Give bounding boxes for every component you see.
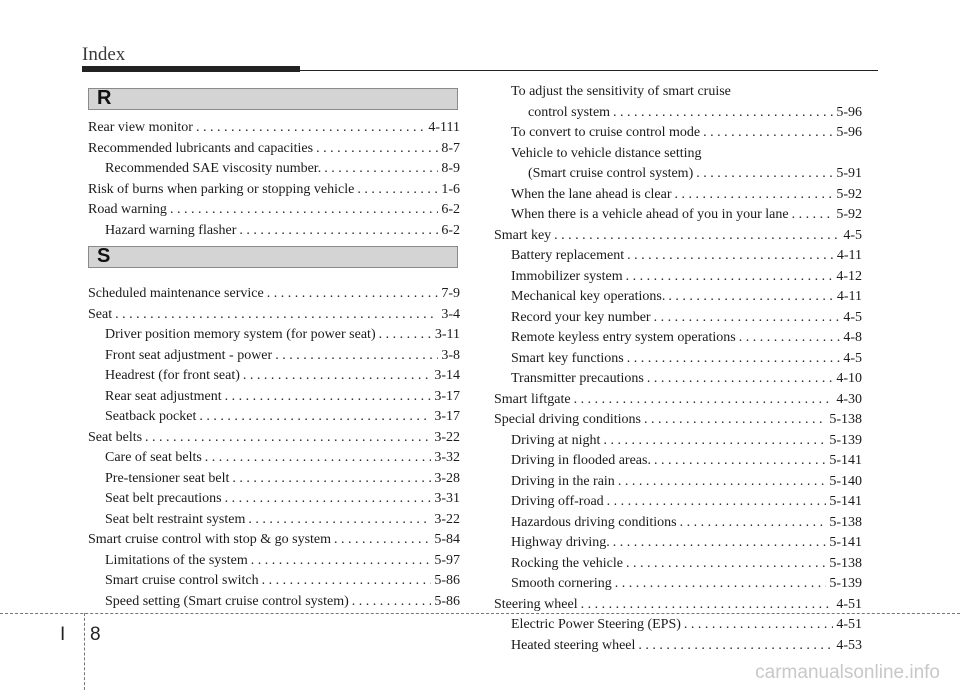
index-entry-page: 8-9	[441, 161, 460, 176]
dot-leader	[615, 574, 827, 595]
index-list-r	[88, 118, 460, 241]
index-entry-label: Electric Power Steering (EPS)	[511, 617, 681, 632]
index-entry	[88, 284, 460, 305]
section-header-r	[88, 88, 458, 110]
index-entry-page: 5-91	[836, 166, 862, 181]
index-entry-page: 4-11	[836, 248, 862, 263]
index-entry-page: 5-96	[836, 104, 862, 120]
index-entry-label: Speed setting (Smart cruise control system)	[105, 593, 349, 609]
index-entry-label: Headrest (for front seat)	[105, 368, 240, 383]
index-entry-label: Road warning	[88, 202, 167, 217]
index-entry	[88, 571, 460, 592]
dot-leader	[115, 305, 438, 326]
index-entry-label: Recommended lubricants and capacities	[88, 140, 314, 156]
index-entry-label: To adjust the sensitivity of smart cruise	[511, 84, 731, 99]
index-entry	[494, 369, 862, 390]
index-entry-page: 5-138	[829, 555, 862, 571]
dot-leader	[232, 469, 431, 490]
index-entry-label: Special driving conditions	[494, 412, 641, 427]
index-entry-page: 7-9	[441, 286, 460, 301]
index-entry-label: Smart key	[494, 227, 552, 243]
watermark: carmanualsonline.info	[755, 662, 940, 683]
index-entry-label: Seat	[88, 306, 113, 322]
dot-leader	[654, 308, 841, 329]
index-entry-label: Hazard warning flasher	[105, 222, 237, 238]
index-entry-page: 5-141	[829, 494, 862, 509]
index-entry	[494, 226, 862, 247]
index-entry-label: Front seat adjustment - power	[105, 347, 273, 363]
index-entry-page: 3-22	[434, 511, 460, 527]
page-title: Index	[82, 44, 126, 65]
index-entry-label: Record your key number	[511, 309, 651, 325]
index-entry-page: 3-8	[441, 347, 460, 363]
index-entry-label: Seat belts	[88, 429, 143, 445]
index-entry-page: 5-96	[836, 125, 862, 140]
footer-divider	[0, 613, 960, 614]
index-entry-label: Battery replacement	[511, 248, 625, 263]
index-entry-label: Smart liftgate	[494, 391, 571, 407]
dot-leader	[638, 636, 833, 657]
dot-leader	[627, 246, 834, 267]
dot-leader	[225, 489, 432, 510]
dot-leader	[554, 226, 840, 247]
index-entry	[88, 428, 460, 449]
index-entry	[88, 469, 460, 490]
section-header-s	[88, 246, 458, 268]
index-entry	[494, 636, 862, 657]
index-entry	[494, 185, 862, 206]
index-entry	[494, 533, 862, 554]
dot-leader	[703, 123, 833, 144]
index-entry	[494, 492, 862, 513]
index-entry	[494, 349, 862, 370]
index-entry	[88, 118, 460, 139]
index-entry	[494, 513, 862, 534]
index-entry-label: Driving in the rain	[511, 473, 615, 489]
index-entry-page: 5-141	[829, 535, 862, 550]
dot-leader	[739, 328, 841, 349]
index-entry-page: 4-5	[843, 350, 862, 366]
dot-leader	[352, 592, 432, 613]
index-entry-label: Seat belt restraint system	[105, 511, 246, 527]
index-entry-page: 3-11	[434, 327, 460, 342]
index-entry	[494, 431, 862, 452]
dot-leader	[613, 103, 833, 124]
index-entry	[494, 103, 862, 124]
dot-leader	[170, 200, 438, 221]
index-entry-page: 3-17	[434, 388, 460, 404]
dot-leader	[626, 267, 834, 288]
index-entry-page: 5-139	[829, 432, 862, 448]
index-entry-page: 5-139	[829, 576, 862, 591]
index-entry-page: 5-92	[836, 186, 862, 202]
index-entry-label: Immobilizer system	[511, 268, 623, 284]
index-entry-page: 4-10	[836, 371, 862, 386]
index-entry-label: (Smart cruise control system)	[528, 166, 694, 181]
index-entry	[494, 472, 862, 493]
dot-leader	[225, 387, 432, 408]
index-entry-page: 5-86	[434, 593, 460, 609]
index-entry-label: When the lane ahead is clear	[511, 186, 672, 202]
index-entry-label: Vehicle to vehicle distance setting	[511, 145, 702, 161]
page-number: 8	[90, 624, 101, 645]
index-entry-page: 5-141	[829, 453, 862, 468]
index-entry-page: 3-22	[434, 429, 460, 445]
index-entry-page: 3-32	[434, 450, 460, 465]
dot-leader	[644, 410, 826, 431]
index-entry	[494, 308, 862, 329]
page-prefix: I	[60, 624, 66, 645]
index-entry	[494, 287, 862, 308]
index-entry-page: 6-2	[441, 202, 460, 217]
index-entry-page: 1-6	[441, 181, 460, 197]
index-entry-label: Risk of burns when parking or stopping vehicle	[88, 181, 355, 197]
index-entry-label: Rear seat adjustment	[105, 388, 222, 404]
index-entry-page: 4-111	[428, 120, 460, 135]
index-entry-page: 3-17	[434, 409, 460, 424]
index-entry	[88, 346, 460, 367]
index-entry	[88, 530, 460, 551]
section-letter-r: R	[97, 87, 112, 109]
index-entry	[88, 139, 460, 160]
index-entry	[88, 387, 460, 408]
index-entry	[88, 221, 460, 242]
index-entry-label: Driving in flooded areas.	[511, 453, 651, 468]
dot-leader	[675, 185, 834, 206]
index-entry-page: 4-11	[836, 289, 862, 304]
index-entry-page: 5-86	[434, 573, 460, 588]
index-entry-page: 5-92	[836, 207, 862, 222]
dot-leader	[275, 346, 438, 367]
index-entry	[88, 305, 460, 326]
index-entry-label: Rocking the vehicle	[511, 555, 623, 571]
index-entry-label: Pre-tensioner seat belt	[105, 470, 230, 486]
index-entry	[494, 164, 862, 185]
index-entry	[494, 595, 862, 616]
index-entry-label: Remote keyless entry system operations	[511, 330, 736, 345]
dot-leader	[205, 448, 432, 469]
dot-leader	[357, 180, 438, 201]
index-entry	[494, 554, 862, 575]
index-entry	[88, 159, 460, 180]
index-entry-label: Limitations of the system	[105, 552, 248, 568]
index-entry	[494, 615, 862, 636]
index-entry-label: Smart cruise control switch	[105, 573, 259, 588]
index-entry-label: Smooth cornering	[511, 576, 612, 591]
index-entry-page: 5-140	[829, 473, 862, 489]
dot-leader	[603, 431, 826, 452]
dot-leader	[196, 118, 425, 139]
index-entry-label: Mechanical key operations.	[511, 289, 666, 304]
index-entry-label: Transmitter precautions	[511, 371, 644, 386]
index-entry	[494, 205, 862, 226]
index-entry-page: 3-14	[434, 368, 460, 383]
index-entry-page: 5-97	[434, 552, 460, 568]
dot-leader	[145, 428, 431, 449]
index-entry	[88, 592, 460, 613]
index-entry	[494, 144, 862, 165]
dot-leader	[324, 159, 438, 180]
index-entry-label: Smart cruise control with stop & go system	[88, 532, 332, 547]
dot-leader	[239, 221, 438, 242]
index-entry-page: 4-53	[836, 637, 862, 653]
header-rule-thick	[82, 66, 300, 72]
index-entry	[88, 510, 460, 531]
index-entry-page: 5-138	[829, 412, 862, 427]
index-entry-page: 4-5	[843, 309, 862, 325]
index-entry	[88, 325, 460, 346]
index-entry	[88, 180, 460, 201]
index-entry-label: Rear view monitor	[88, 120, 193, 135]
dot-leader	[379, 325, 432, 346]
index-entry	[494, 328, 862, 349]
index-entry-label: Driver position memory system (for power seat)	[105, 327, 376, 342]
index-entry-label: Steering wheel	[494, 596, 578, 612]
dot-leader	[267, 284, 439, 305]
dot-leader	[613, 533, 827, 554]
index-entry-label: When there is a vehicle ahead of you in your lane	[511, 207, 789, 222]
index-list-s-left	[88, 284, 460, 612]
index-entry-page: 5-84	[434, 532, 460, 547]
index-entry-page: 3-4	[441, 306, 460, 322]
index-entry-label: Highway driving.	[511, 535, 610, 550]
index-entry-page: 3-31	[434, 491, 460, 506]
dot-leader	[627, 349, 841, 370]
index-entry-label: Recommended SAE viscosity number.	[105, 161, 322, 176]
index-entry-page: 4-8	[843, 330, 862, 345]
dot-leader	[607, 492, 827, 513]
index-entry	[88, 200, 460, 221]
dot-leader	[248, 510, 431, 531]
section-letter-s: S	[97, 245, 111, 267]
index-entry	[494, 246, 862, 267]
dot-leader	[647, 369, 833, 390]
index-entry	[494, 451, 862, 472]
dot-leader	[251, 551, 432, 572]
dot-leader	[618, 472, 827, 493]
index-entry	[88, 366, 460, 387]
index-entry-label: Driving at night	[511, 432, 601, 448]
index-entry-label: To convert to cruise control mode	[511, 125, 701, 140]
dot-leader	[668, 287, 834, 308]
index-entry-page: 4-12	[836, 268, 862, 284]
dot-leader	[334, 530, 431, 551]
index-entry	[494, 123, 862, 144]
dot-leader	[262, 571, 432, 592]
index-entry-label: control system	[528, 104, 611, 120]
dot-leader	[243, 366, 431, 387]
index-entry-label: Scheduled maintenance service	[88, 286, 264, 301]
dot-leader	[581, 595, 834, 616]
dot-leader	[574, 390, 834, 411]
index-entry	[494, 82, 862, 103]
index-entry-page: 3-28	[434, 470, 460, 486]
dot-leader	[684, 615, 833, 636]
footer-divider-vertical	[84, 613, 85, 690]
index-entry-label: Hazardous driving conditions	[511, 514, 677, 530]
dot-leader	[626, 554, 826, 575]
index-entry-label: Heated steering wheel	[511, 637, 636, 653]
index-entry	[88, 489, 460, 510]
dot-leader	[696, 164, 833, 185]
dot-leader	[199, 407, 431, 428]
index-entry-page: 4-51	[836, 617, 862, 632]
dot-leader	[654, 451, 826, 472]
index-entry-page: 4-51	[836, 596, 862, 612]
index-entry-label: Driving off-road	[511, 494, 604, 509]
index-entry-page: 5-138	[829, 514, 862, 530]
index-entry-page: 4-5	[843, 227, 862, 243]
index-entry	[494, 390, 862, 411]
index-list-s-right	[494, 82, 862, 656]
index-entry-page: 4-30	[836, 391, 862, 407]
dot-leader	[792, 205, 834, 226]
index-entry-page: 8-7	[441, 140, 460, 156]
index-entry	[494, 574, 862, 595]
index-entry	[494, 267, 862, 288]
index-entry-label: Smart key functions	[511, 350, 624, 366]
index-entry	[88, 551, 460, 572]
dot-leader	[316, 139, 438, 160]
index-entry	[88, 407, 460, 428]
index-entry	[494, 410, 862, 431]
index-entry-label: Seat belt precautions	[105, 491, 222, 506]
dot-leader	[680, 513, 827, 534]
index-entry	[88, 448, 460, 469]
index-entry-label: Care of seat belts	[105, 450, 202, 465]
index-entry-label: Seatback pocket	[105, 409, 197, 424]
header-rule	[82, 70, 878, 71]
index-entry-page: 6-2	[441, 222, 460, 238]
